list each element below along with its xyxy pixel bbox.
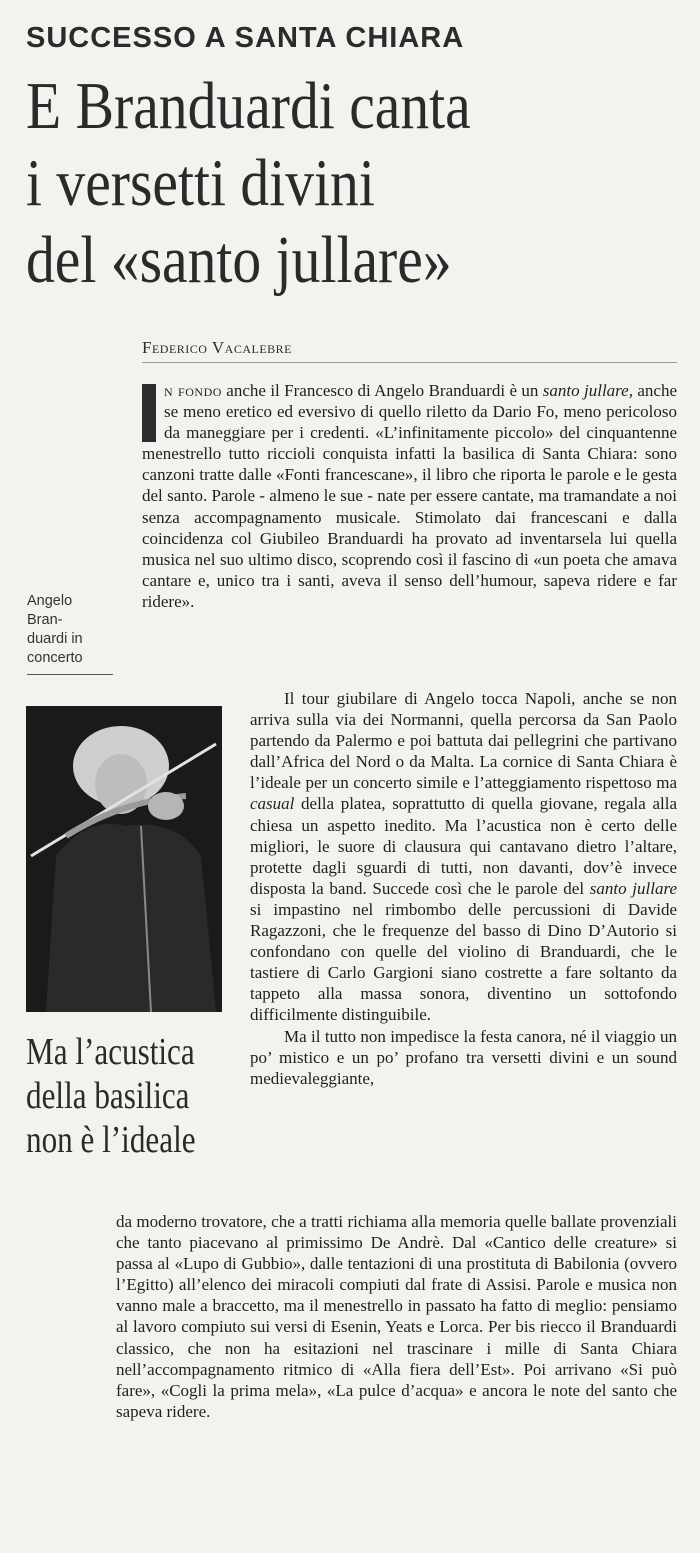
pull-quote <box>26 1030 206 1162</box>
article-paragraph: n fondo anche il Francesco di Angelo Branduardi è un santo jullare, anche se meno eretico ed eversivo di quello riletto da Dario Fo, meno pericoloso da maneggiare per i credenti. «L’infinitamente piccolo» del cinquantenne menestrello tutto riccioli conquista infatti la basilica di Santa Chiara: sono canzoni tratte dalle «Fonti francescane», il libro che riporta le parole e le gesta del santo. Parole - almeno le sue - nate per essere cantate, ma tramandate a noi senza accompagnamento musicale. Stimolato dai francescani e dalla coincidenza col Giubileo Branduardi ha provato ad inventarsela lui quella musica nel suo ultimo disco, scoprendo così il fascino di «un poeta che amava cantare e, unico tra i santi, aveva il senso dell’humour, sapeva ridere e far ridere». <box>142 381 677 611</box>
article-column-bottom <box>116 1211 677 1422</box>
headline-line: i versetti divini <box>26 146 375 220</box>
pull-quote-line: non è l’ideale <box>26 1119 196 1161</box>
article-paragraph: da moderno trovatore, che a tratti richiama alla memoria quelle ballate provenziali che tanto piacevano al primissimo De Andrè. Dal «Cantico delle creature» si passa al «Lupo di Gubbio», dalle tentazioni di una prostituta di Babilonia (ovvero l’Egitto) all’elenco dei miracoli compiuti dal frate di Assisi. Parole e musica non vanno male a braccetto, ma il menestrello in passato ha fatto di meglio: pensiamo al lavoro compiuto sui versi di Esenin, Yeats e Lorca. Per bis riecco il Branduardi classico, che non ha esitazioni nel trascinare i mille di Santa Chiara nell’accompagnamento ritmico di «Alla fiera dell’Est». Poi arrivano «Si può fare», «Cogli la prima mela», «La pulce d’acqua» e ancora le note del santo che sapeva ridere. <box>116 1212 677 1421</box>
article-column-middle <box>250 688 677 1089</box>
caption-line: duardi in <box>27 631 83 647</box>
pull-quote-line: Ma l’acustica <box>26 1031 195 1073</box>
article-paragraph: Ma il tutto non impedisce la festa canora, né il viaggio un po’ mistico e un po’ profano tra versetti divini e un sound medievaleggiante, <box>250 1026 677 1088</box>
byline-divider <box>142 362 677 363</box>
musician-with-violin-image <box>26 706 222 1012</box>
article-paragraph: Il tour giubilare di Angelo tocca Napoli, anche se non arriva sulla via dei Normanni, quella percorsa da San Paolo partendo da Palermo e poi battuta dai pellegrini che partivano dall’Africa del Nord o da Malta. La cornice di Santa Chiara è l’ideale per un concerto simile e l’atteggiamento rispettoso ma casual della platea, soprattutto di quella giovane, regala alla chiesa un aspetto inedito. Ma l’acustica non è certo delle migliori, le suore di clausura qui cantavano dietro l’altare, protette dagli sguardi di tutti, non davanti, dov’è invece disposta la band. Succede così che le parole del santo jullare si impastino nel rimbombo delle percussioni di Davide Ragazzoni, che le frequenze del basso di Dino D’Autorio si confondano con quelle del violino di Branduardi, che le tastiere di Carlo Gargioni siano costrette a fare soltanto da tappeto alla massa sonora, diventino un sottofondo difficilmente distinguibile. <box>250 689 677 1025</box>
headline <box>26 68 585 299</box>
byline: Federico Vacalebre <box>142 338 293 357</box>
caption-line: Bran- <box>27 612 63 628</box>
caption-line: concerto <box>27 650 83 666</box>
pull-quote-line: della basilica <box>26 1075 190 1117</box>
drop-cap <box>142 384 156 442</box>
headline-line: E Branduardi canta <box>26 69 471 143</box>
concert-photo <box>26 706 222 1012</box>
headline-line: del «santo jullare» <box>26 223 452 297</box>
kicker: SUCCESSO A SANTA CHIARA <box>26 22 465 54</box>
lead-in: n fondo <box>164 381 222 400</box>
caption-line: Angelo <box>27 593 73 609</box>
photo-caption <box>27 592 113 675</box>
article-column-top <box>142 380 677 612</box>
